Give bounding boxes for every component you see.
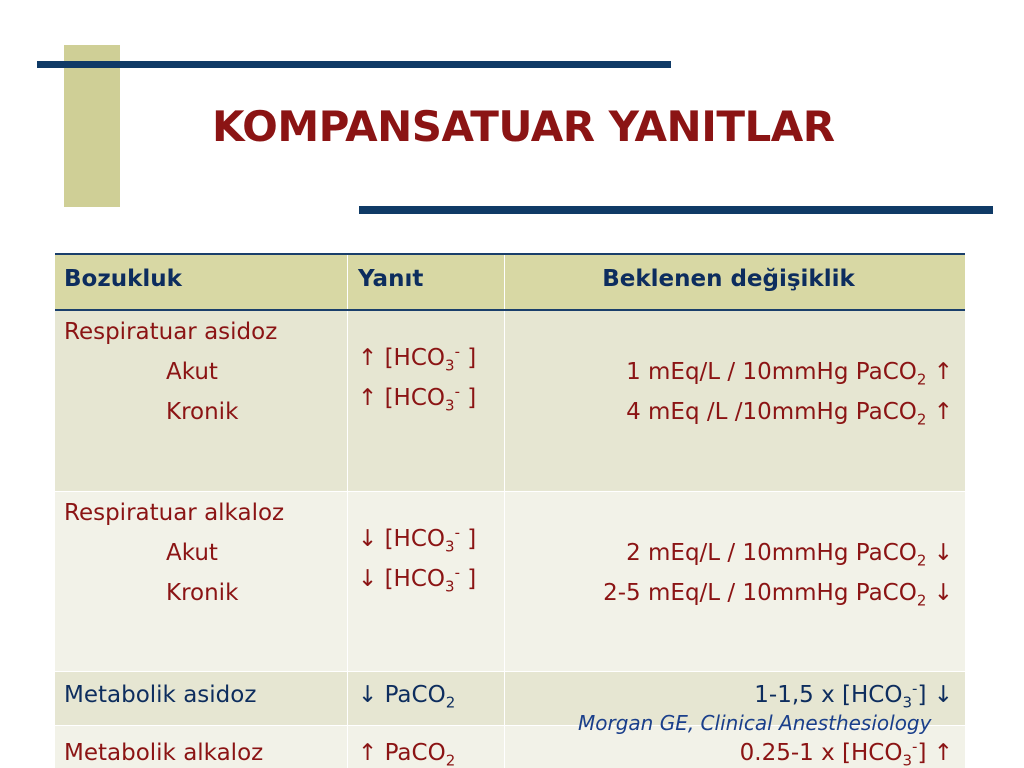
header-disorder: Bozukluk	[55, 253, 347, 310]
expected-text: 2-5 mEq/L / 10mmHg PaCO$_2$ ↓	[603, 580, 953, 610]
table-top-rule	[55, 253, 965, 255]
table-row-response: ↓ PaCO$_2$	[347, 671, 504, 725]
table-row-response	[347, 310, 504, 491]
disorder-sub: Akut	[166, 540, 218, 566]
table-row-expected	[504, 310, 965, 491]
citation: Morgan GE, Clinical Anesthesiology	[578, 711, 932, 735]
table-row-response	[347, 491, 504, 671]
disorder-name: Respiratuar alkaloz	[64, 500, 285, 526]
table-row-disorder	[55, 491, 347, 671]
response-text: ↑ [$HCO_3^-$ ]	[358, 382, 477, 415]
page-title: KOMPANSATUAR YANITLAR	[212, 102, 835, 151]
table-row-expected: 0.25-1 x $[HCO_3^-]$ ↑	[504, 725, 965, 768]
expected-text: 1 mEq/L / 10mmHg PaCO$_2$ ↑	[626, 359, 953, 389]
row-divider	[55, 491, 965, 492]
header-response: Yanıt	[347, 253, 504, 310]
disorder-sub: Kronik	[166, 399, 239, 425]
response-text: ↑ [$HCO_3^-$ ]	[358, 342, 477, 375]
top-rule	[37, 61, 671, 68]
expected-text: 2 mEq/L / 10mmHg PaCO$_2$ ↓	[626, 540, 953, 570]
accent-bar	[64, 45, 120, 207]
disorder-sub: Kronik	[166, 580, 239, 606]
table-row-disorder	[55, 310, 347, 491]
response-text: ↓ [$HCO_3^-$ ]	[358, 563, 477, 596]
disorder-sub: Akut	[166, 359, 218, 385]
table-row-expected: 1-1,5 x $[HCO_3^-]$ ↓	[504, 671, 965, 725]
header-expected: Beklenen değişiklik	[504, 253, 965, 310]
table-row-disorder: Metabolik asidoz	[55, 671, 347, 725]
row-divider	[55, 671, 965, 672]
bottom-rule	[359, 206, 993, 214]
column-divider	[504, 253, 505, 768]
table-row-response: ↑ PaCO$_2$	[347, 725, 504, 768]
disorder-name: Respiratuar asidoz	[64, 319, 278, 345]
response-text: ↓ [$HCO_3^-$ ]	[358, 523, 477, 556]
expected-text: 4 mEq /L /10mmHg PaCO$_2$ ↑	[626, 399, 953, 429]
table-header-rule	[55, 309, 965, 311]
table-row-expected	[504, 491, 965, 671]
column-divider	[347, 253, 348, 768]
table-row-disorder: Metabolik alkaloz	[55, 725, 347, 768]
compensation-table	[55, 253, 965, 768]
